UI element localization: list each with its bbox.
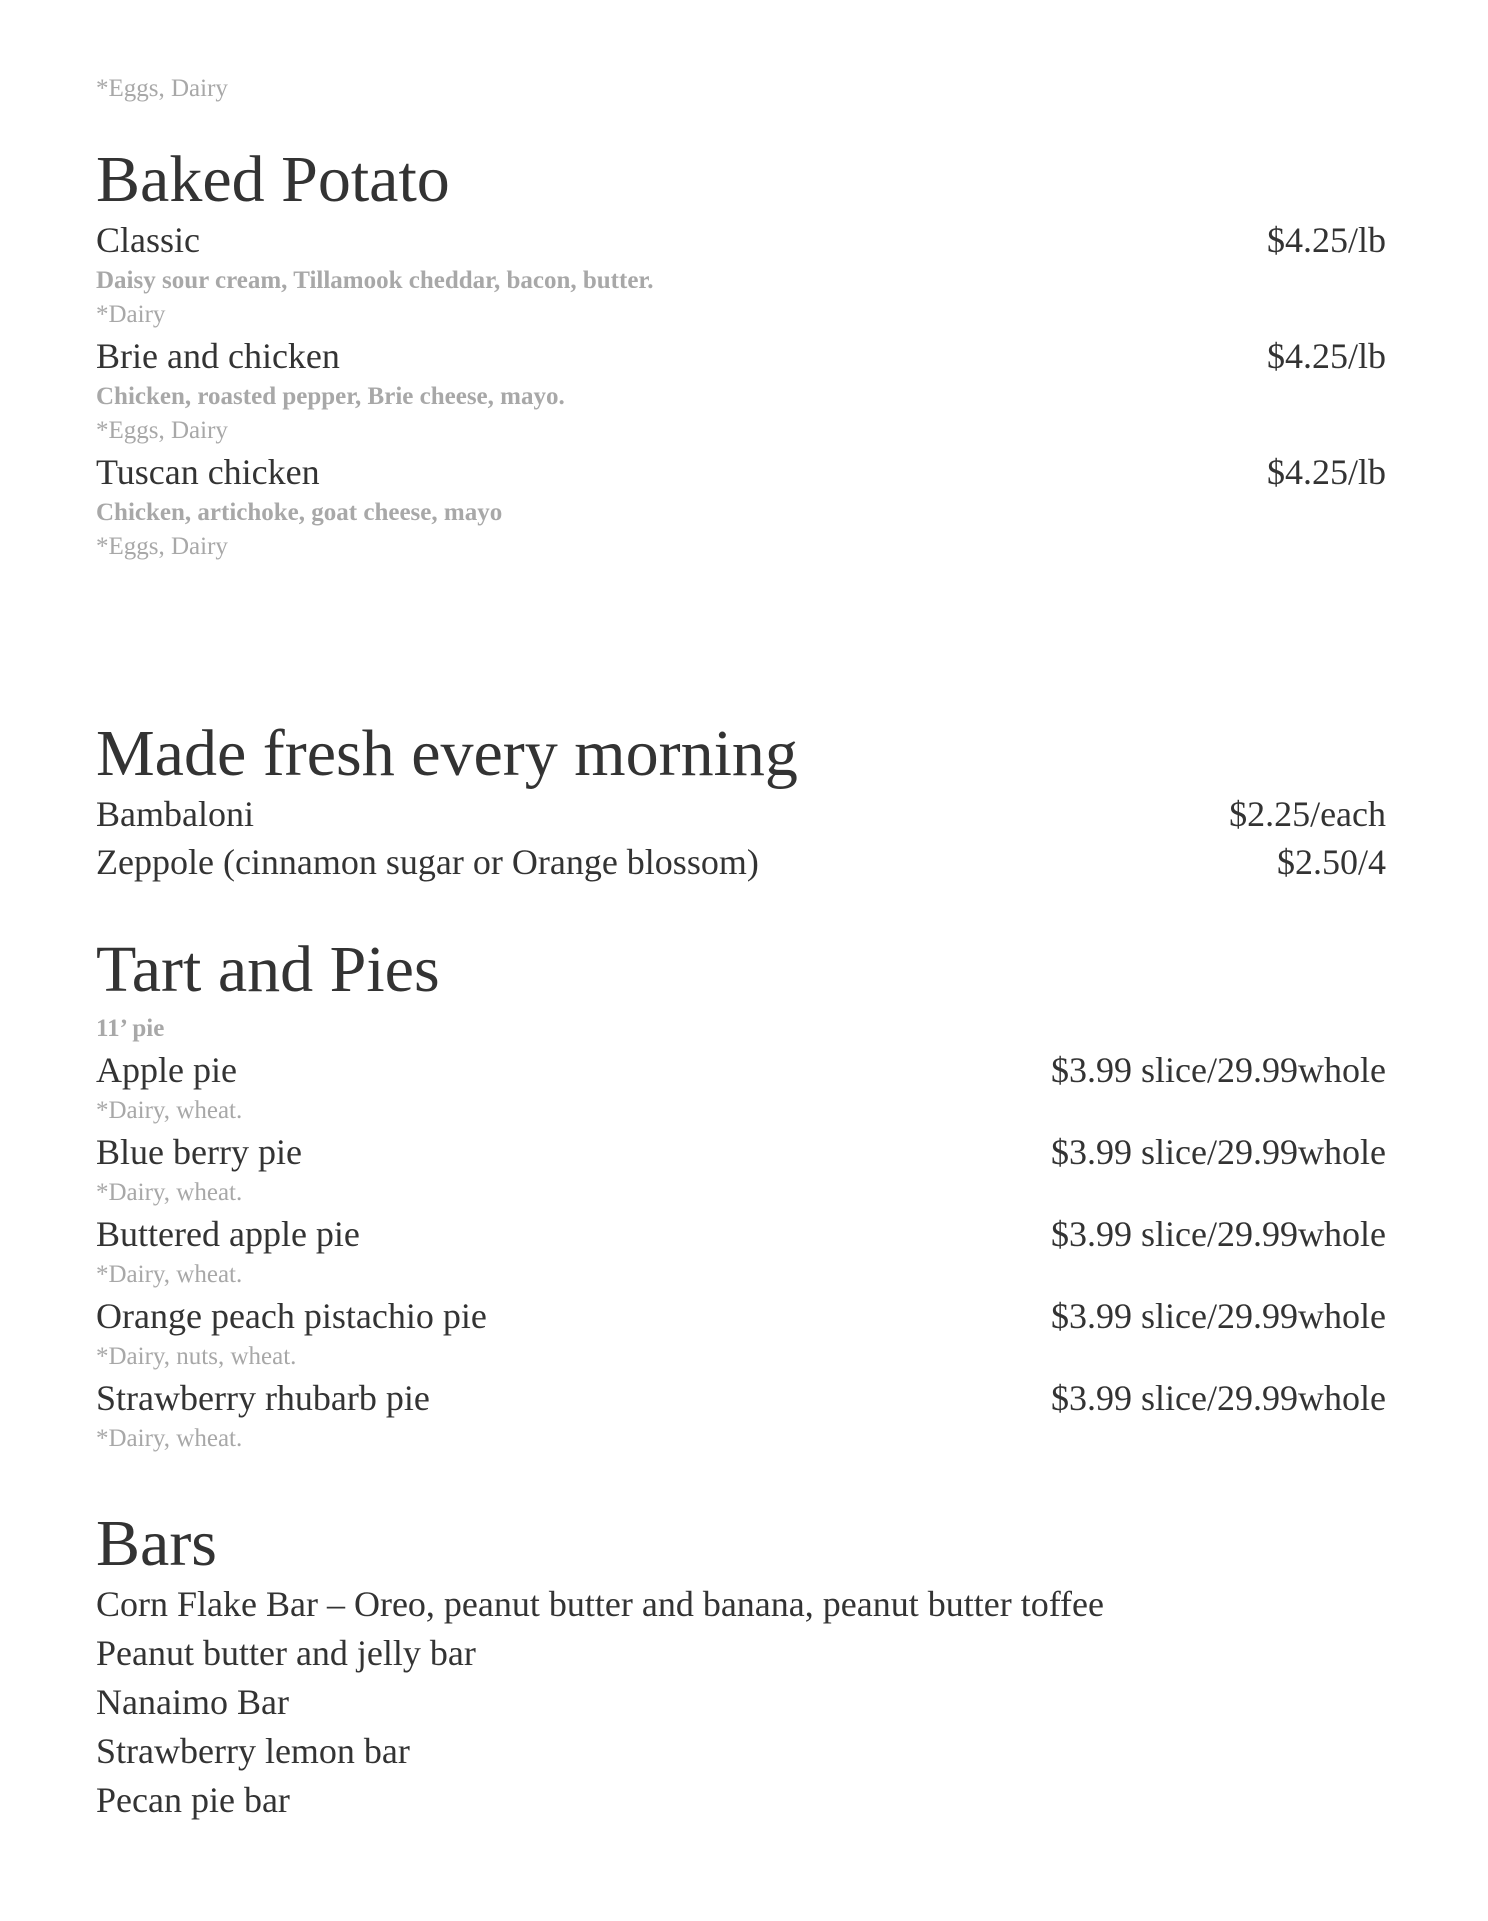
item-name: Strawberry rhubarb pie <box>96 1378 430 1418</box>
item-name: Blue berry pie <box>96 1132 302 1172</box>
section-made-fresh <box>96 716 1386 886</box>
section-title-tarts: Tart and Pies <box>96 933 440 1006</box>
list-item: Peanut butter and jelly bar <box>96 1633 476 1673</box>
item-name: Bambaloni <box>96 794 254 834</box>
item-price: $3.99 slice/29.99whole <box>1051 1132 1386 1172</box>
item-allergens: *Dairy, wheat. <box>96 1261 243 1288</box>
item-allergens: *Dairy <box>96 301 166 328</box>
item-allergens: *Eggs, Dairy <box>96 533 228 560</box>
item-price: $4.25/lb <box>1266 452 1386 492</box>
section-title-baked-potato: Baked Potato <box>96 143 450 216</box>
section-tarts-pies <box>96 932 1386 1456</box>
menu-item <box>96 1374 1386 1456</box>
item-name: Brie and chicken <box>96 336 340 376</box>
menu-item <box>96 1292 1386 1374</box>
top-allergen-note: *Eggs, Dairy <box>96 75 228 102</box>
item-name: Tuscan chicken <box>96 452 320 492</box>
item-name: Zeppole (cinnamon sugar or Orange blossom) <box>96 842 759 882</box>
section-title-bars: Bars <box>96 1507 217 1580</box>
item-allergens: *Dairy, nuts, wheat. <box>96 1343 297 1370</box>
item-price: $3.99 slice/29.99whole <box>1051 1378 1386 1418</box>
section-bars <box>96 1506 1386 1825</box>
item-price: $3.99 slice/29.99whole <box>1051 1214 1386 1254</box>
item-price: $3.99 slice/29.99whole <box>1051 1050 1386 1090</box>
section-baked-potato <box>96 142 1386 564</box>
item-allergens: *Dairy, wheat. <box>96 1097 243 1124</box>
item-price: $3.99 slice/29.99whole <box>1051 1296 1386 1336</box>
item-description: Daisy sour cream, Tillamook cheddar, bacon, butter. <box>96 267 654 294</box>
list-item: Strawberry lemon bar <box>96 1731 410 1771</box>
item-price: $2.25/each <box>1229 794 1386 834</box>
menu-item <box>96 1210 1386 1292</box>
item-description: Chicken, roasted pepper, Brie cheese, mayo. <box>96 383 565 410</box>
item-description: Chicken, artichoke, goat cheese, mayo <box>96 499 503 526</box>
list-item: Pecan pie bar <box>96 1780 290 1820</box>
item-price: $2.50/4 <box>1276 842 1386 882</box>
item-allergens: *Dairy, wheat. <box>96 1179 243 1206</box>
menu-item <box>96 838 1386 886</box>
menu-item <box>96 1128 1386 1210</box>
item-name: Orange peach pistachio pie <box>96 1296 487 1336</box>
menu-item <box>96 1046 1386 1128</box>
item-name: Buttered apple pie <box>96 1214 360 1254</box>
list-item: Corn Flake Bar – Oreo, peanut butter and banana, peanut butter toffee <box>96 1584 1104 1624</box>
list-item: Nanaimo Bar <box>96 1682 289 1722</box>
item-price: $4.25/lb <box>1266 336 1386 376</box>
menu-item <box>96 448 1386 564</box>
item-allergens: *Dairy, wheat. <box>96 1425 243 1452</box>
item-name: Classic <box>96 220 200 260</box>
menu-item <box>96 790 1386 838</box>
item-price: $4.25/lb <box>1266 220 1386 260</box>
item-name: Apple pie <box>96 1050 237 1090</box>
menu-item <box>96 216 1386 332</box>
item-allergens: *Eggs, Dairy <box>96 417 228 444</box>
size-note: 11’ pie <box>96 1015 165 1042</box>
section-title-made-fresh: Made fresh every morning <box>96 717 798 790</box>
menu-item <box>96 332 1386 448</box>
